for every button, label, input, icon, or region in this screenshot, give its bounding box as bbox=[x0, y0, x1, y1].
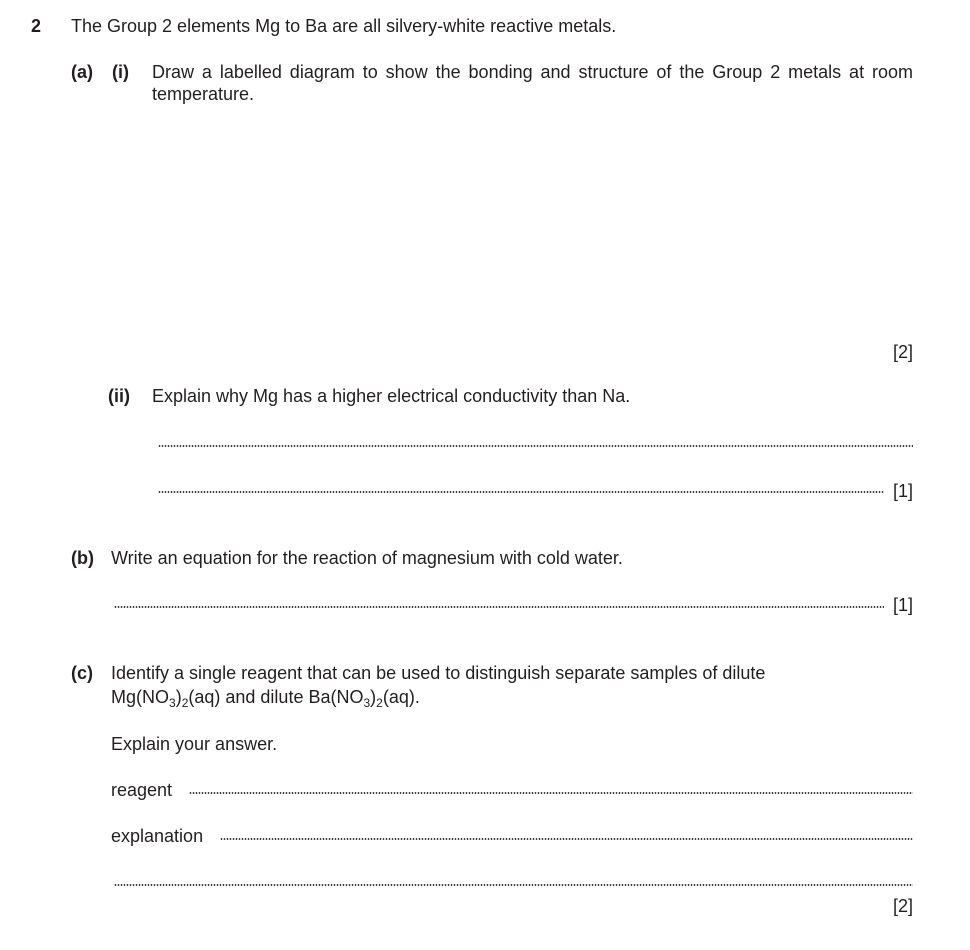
explanation-label: explanation bbox=[111, 826, 204, 846]
question-stem: The Group 2 elements Mg to Ba are all silvery-white reactive metals. bbox=[71, 16, 617, 36]
explain-prompt: Explain your answer. bbox=[111, 734, 278, 754]
explanation-answer-line[interactable] bbox=[114, 884, 913, 886]
part-a-ii-marks: [1] bbox=[892, 481, 913, 501]
part-b-label: (b) bbox=[71, 548, 94, 568]
answer-line[interactable] bbox=[114, 606, 884, 608]
reagent-label: reagent bbox=[111, 780, 173, 800]
part-c-marks: [2] bbox=[892, 896, 913, 916]
part-a-ii-label: (ii) bbox=[108, 386, 130, 406]
part-c-label: (c) bbox=[71, 663, 93, 683]
formula-connector: and dilute bbox=[220, 687, 309, 707]
part-b-marks: [1] bbox=[892, 595, 913, 615]
diagram-answer-area[interactable] bbox=[152, 112, 913, 337]
part-c-text: Identify a single reagent that can be used to distinguish separate samples of dilute bbox=[111, 663, 766, 683]
answer-line[interactable] bbox=[158, 491, 884, 493]
part-a-label: (a) bbox=[71, 62, 93, 82]
explanation-answer-line[interactable] bbox=[220, 838, 913, 840]
part-a-i-marks: [2] bbox=[892, 342, 913, 362]
part-a-i-label: (i) bbox=[112, 62, 129, 82]
formula-mg-nitrate: $Mg(NO_3)_2(aq)$ bbox=[111, 687, 221, 710]
part-c-formula-line bbox=[111, 686, 420, 708]
answer-line[interactable] bbox=[158, 445, 913, 447]
formula-ba-nitrate: $Ba(NO_3)_2(aq)$. bbox=[308, 687, 420, 710]
part-a-i-text: Draw a labelled diagram to show the bonding and structure of the Group 2 metals at room temperature. bbox=[152, 62, 913, 104]
reagent-answer-line[interactable] bbox=[189, 792, 913, 794]
part-a-ii-text: Explain why Mg has a higher electrical conductivity than Na. bbox=[152, 386, 631, 406]
part-b-text: Write an equation for the reaction of magnesium with cold water. bbox=[111, 548, 623, 568]
question-number: 2 bbox=[31, 16, 42, 36]
